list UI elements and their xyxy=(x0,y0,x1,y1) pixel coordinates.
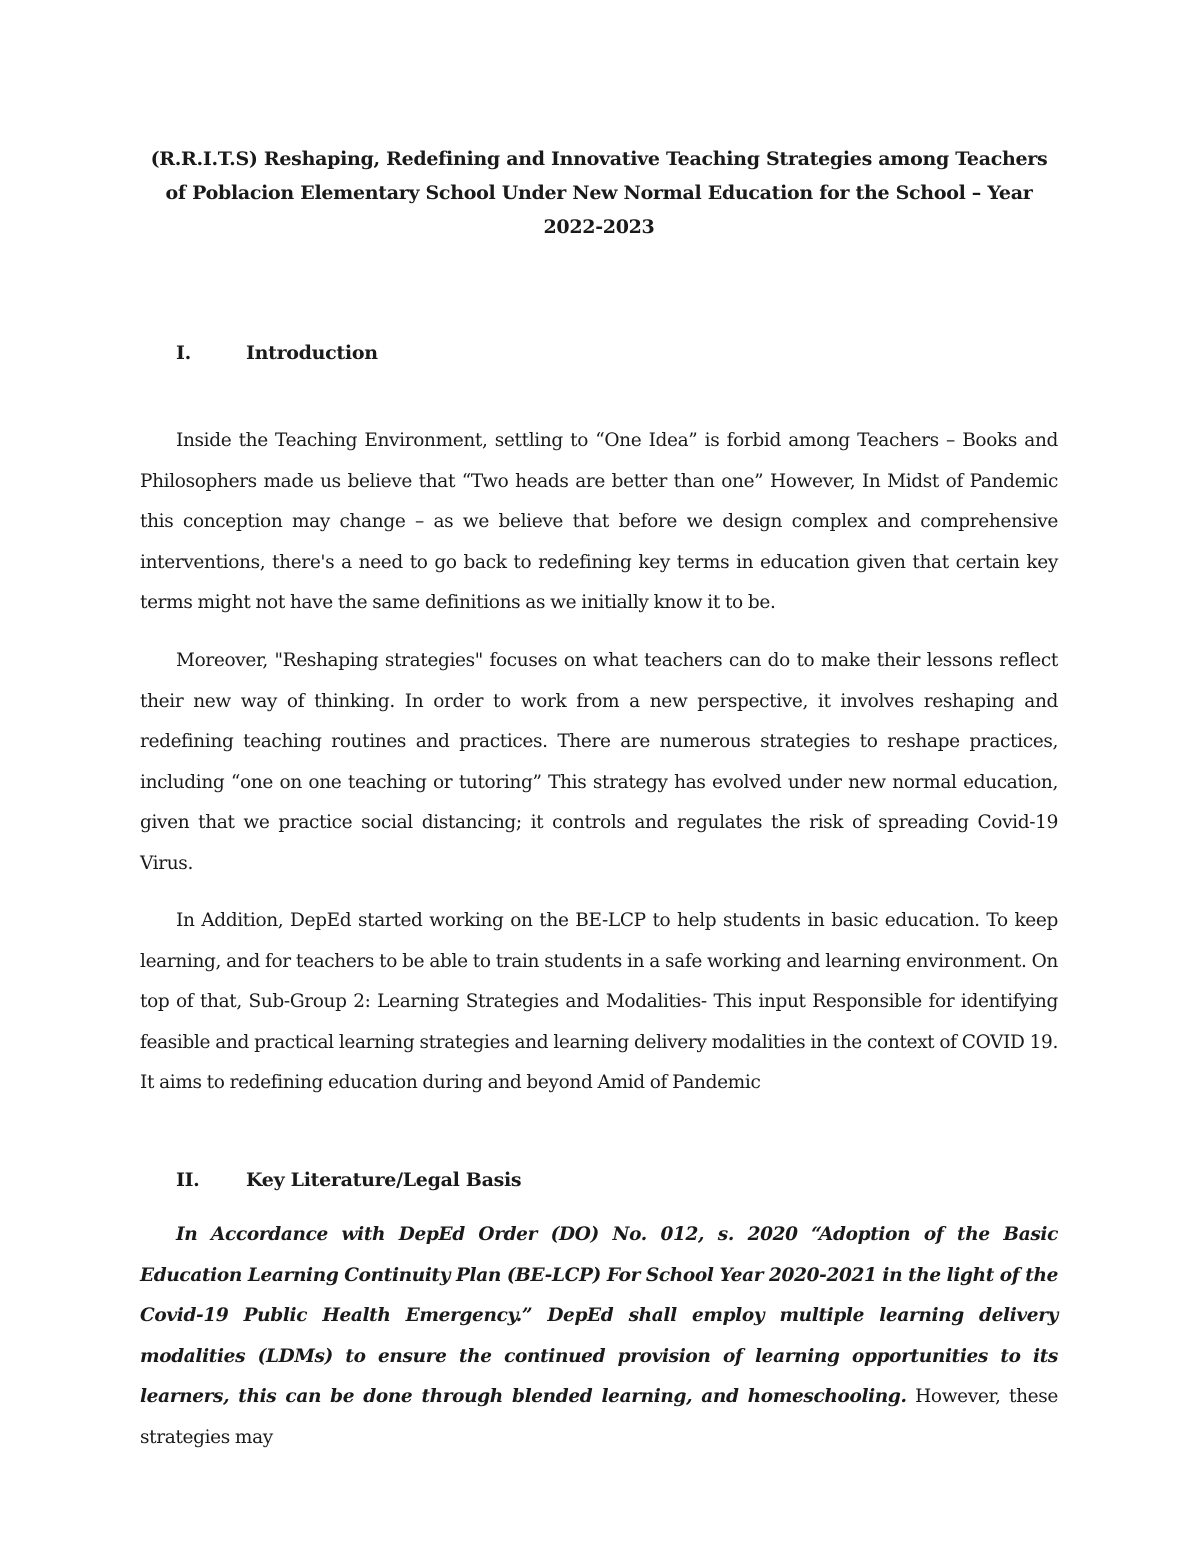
section-heading-introduction xyxy=(176,340,378,366)
section-number: I. xyxy=(176,342,191,364)
deped-order-citation: In Accordance with DepEd Order (DO) No. 012, s. 2020 “Adoption of the Basic Education Learning Continuity Plan (BE-LCP) For School Year 2020-2021 in the light of the Covid-19 Public Health Emergency.” DepEd shall employ multiple learning delivery modalities (LDMs) to ensure the continued provision of learning opportunities to its learners, this can be done through blended learning, and homeschooling. xyxy=(140,1224,1058,1407)
section-number: II. xyxy=(176,1169,200,1191)
intro-paragraph-3: In Addition, DepEd started working on the BE-LCP to help students in basic education. To keep learning, and for teachers to be able to train students in a safe working and learning environment. On top of that, Sub-Group 2: Learning Strategies and Modalities- This input Responsible for identifying feasible and practical learning strategies and learning delivery modalities in the context of COVID 19. It aims to redefining education during and beyond Amid of Pandemic xyxy=(140,910,1058,1093)
section-title: Introduction xyxy=(246,342,378,364)
intro-paragraph-2: Moreover, "Reshaping strategies" focuses on what teachers can do to make their lessons reflect their new way of thinking. In order to work from a new perspective, it involves reshaping and redefining teaching routines and practices. There are numerous strategies to reshape practices, including “one on one teaching or tutoring” This strategy has evolved under new normal education, given that we practice social distancing; it controls and regulates the risk of spreading Covid-19 Virus. xyxy=(140,650,1058,874)
section-heading-legal-basis xyxy=(176,1167,521,1193)
legal-basis-paragraph xyxy=(140,1215,1058,1458)
section-title: Key Literature/Legal Basis xyxy=(246,1169,522,1191)
intro-paragraph-1: Inside the Teaching Environment, settling to “One Idea” is forbid among Teachers – Books and Philosophers made us believe that “Two heads are better than one” However, In Midst of Pandemic this conception may change – as we believe that before we design complex and comprehensive interventions, there's a need to go back to redefining key terms in education given that certain key terms might not have the same definitions as we initially know it to be. xyxy=(140,430,1058,613)
legal-basis-continuation: However, these strategies may xyxy=(140,1386,1058,1448)
document-title: (R.R.I.T.S) Reshaping, Redefining and Innovative Teaching Strategies among Teachers of Poblacion Elementary School Under New Normal Education for the School – Year 2022-2023 xyxy=(150,148,1048,238)
